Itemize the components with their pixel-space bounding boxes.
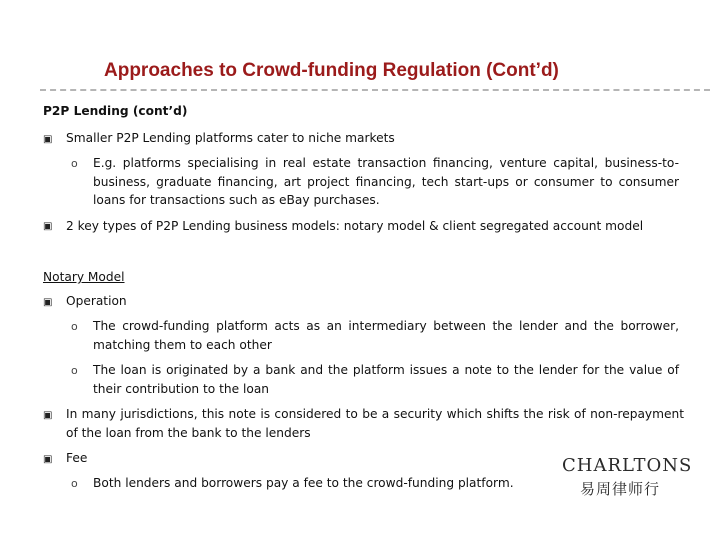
square-bullet-icon: ▣	[43, 410, 53, 421]
sub-bullet-examples: E.g. platforms specialising in real estate transaction financing, venture capital, business-to-business, graduate financing, art project financing, tech start-ups or consumer to consumer loans for transactions such as eBay purchases.	[93, 156, 679, 207]
circle-bullet-icon: o	[71, 477, 78, 490]
circle-bullet-icon: o	[71, 364, 78, 377]
circle-bullet-icon: o	[71, 157, 78, 170]
circle-bullet-icon: o	[71, 320, 78, 333]
sub-bullet-fee: Both lenders and borrowers pay a fee to the crowd-funding platform.	[93, 476, 514, 490]
square-bullet-icon: ▣	[43, 221, 53, 232]
square-bullet-icon: ▣	[43, 297, 53, 308]
bullet-security: In many jurisdictions, this note is considered to be a security which shifts the risk of non-repayment of the loan from the bank to the lenders	[66, 407, 684, 440]
bullet-business-models: 2 key types of P2P Lending business models: notary model & client segregated account model	[66, 219, 644, 233]
logo-english: CHARLTONS	[562, 455, 693, 476]
square-bullet-icon: ▣	[43, 454, 53, 465]
page-title: Approaches to Crowd-funding Regulation (Cont’d)	[104, 60, 559, 81]
logo-chinese: 易周律师行	[580, 480, 661, 498]
sub-bullet-intermediary: The crowd-funding platform acts as an intermediary between the lender and the borrower, matching them to each other	[93, 319, 679, 352]
bullet-fee: Fee	[66, 451, 88, 465]
section-heading-notary: Notary Model	[43, 270, 125, 284]
bullet-operation: Operation	[66, 294, 127, 308]
section-heading-p2p: P2P Lending (cont’d)	[43, 104, 188, 118]
bullet-niche-markets: Smaller P2P Lending platforms cater to niche markets	[66, 131, 395, 145]
square-bullet-icon: ▣	[43, 134, 53, 145]
title-divider	[40, 89, 710, 91]
sub-bullet-bank-note: The loan is originated by a bank and the platform issues a note to the lender for the value of their contribution to the loan	[93, 363, 679, 396]
charltons-logo	[555, 450, 693, 498]
